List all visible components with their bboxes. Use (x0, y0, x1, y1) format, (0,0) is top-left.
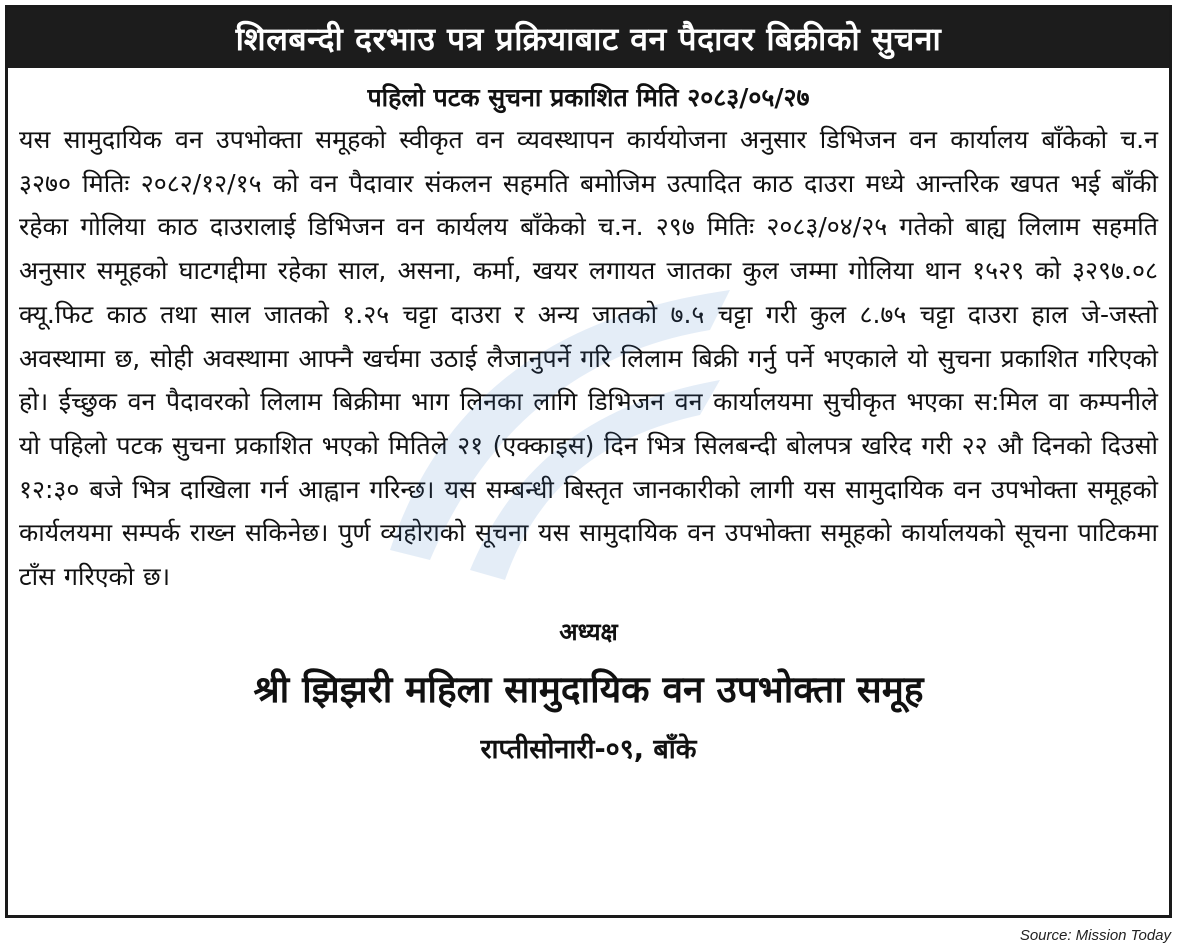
notice-title: शिलबन्दी दरभाउ पत्र प्रक्रियाबाट वन पैदावर बिक्रीको सुचना (8, 8, 1169, 68)
organization-address: राप्तीसोनारी-०९, बाँके (480, 733, 697, 765)
signature-block (8, 615, 1169, 766)
notice-body: यस सामुदायिक वन उपभोक्ता समूहको स्वीकृत वन व्यवस्थापन कार्ययोजना अनुसार डिभिजन वन कार्यालय बाँकेको च.न ३२७० मितिः २०८२/१२/१५ को वन पैदावार संकलन सहमति बमोजिम उत्पादित काठ दाउरा मध्ये आन्तरिक खपत भई बाँकी रहेका गोलिया काठ दाउरालाई डिभिजन वन कार्यलय बाँकेको च.न. २९७ मितिः २०८३/०४/२५ गतेको बाह्य लिलाम सहमति अनुसार समूहको घाटगद्दीमा रहेका साल, असना, कर्मा, खयर लगायत जातका कुल जम्मा गोलिया थान १५२९ को ३२९७.०८ क्यू.फिट काठ तथा साल जातको १.२५ चट्टा दाउरा र अन्य जातको ७.५ चट्टा गरी कुल ८.७५ चट्टा दाउरा हाल जे-जस्तो अवस्थामा छ, सोही अवस्थामा आफ्नै खर्चमा उठाई लैजानुपर्ने गरि लिलाम बिक्री गर्नु पर्ने भएकाले यो सुचना प्रकाशित गरिएको हो। ईच्छुक वन पैदावरको लिलाम बिक्रीमा भाग लिनका लागि डिभिजन वन कार्यालयमा सुचीकृत भएका स:मिल वा कम्पनीले यो पहिलो पटक सुचना प्रकाशित भएको मितिले २१ (एक्काइस) दिन भित्र सिलबन्दी बोलपत्र खरिद गरी २२ औ दिनको दिउसो १२:३० बजे भित्र दाखिला गर्न आह्वान गरिन्छ। यस सम्बन्धी बिस्तृत जानकारीको लागी यस सामुदायिक वन उपभोक्ता समूहको कार्यलयमा सम्पर्क राख्न सकिनेछ। पुर्ण व्यहोराको सूचना यस सामुदायिक वन उपभोक्ता समूहको कार्यालयको सूचना पाटिकमा टाँस गरिएको छ। (19, 125, 1158, 592)
signatory-role: अध्यक्ष (559, 617, 618, 646)
published-date: पहिलो पटक सुचना प्रकाशित मिति २०८३/०५/२७ (367, 83, 810, 112)
notice-frame (5, 5, 1172, 918)
source-credit: Source: Mission Today (1019, 927, 1171, 944)
organization-name: श्री झिझरी महिला सामुदायिक वन उपभोक्ता समूह (253, 667, 924, 711)
